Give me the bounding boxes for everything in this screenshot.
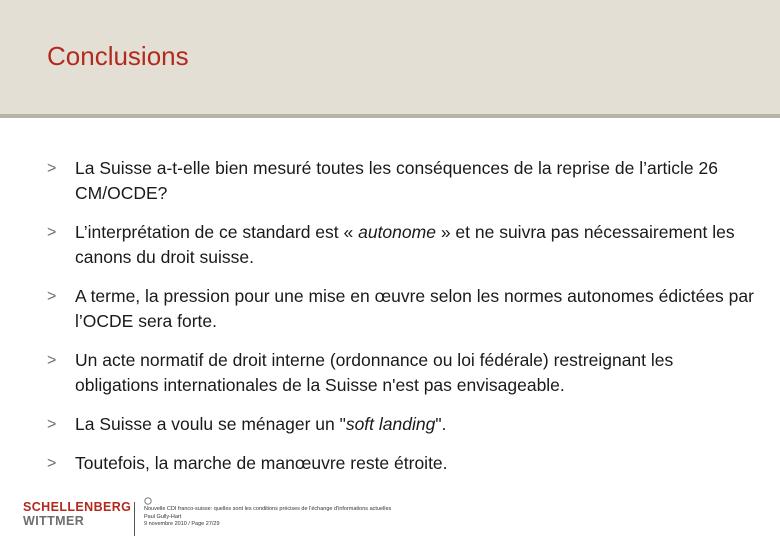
- company-logo: [23, 500, 131, 528]
- footer-text: [144, 506, 391, 529]
- logo-line-1: SCHELLENBERG: [23, 500, 132, 514]
- logo-line-2: WITTMER: [23, 514, 85, 528]
- bullet-text: L’interprétation de ce standard est «: [75, 222, 359, 242]
- bullet-text: La Suisse a voulu se ménager un ": [75, 414, 346, 434]
- bullet-marker: >: [47, 352, 57, 369]
- bullet-item: [47, 451, 757, 476]
- bullet-item: [47, 412, 757, 437]
- footer-divider: [134, 502, 135, 536]
- bullet-text: ".: [435, 414, 447, 434]
- slide-header: [0, 0, 780, 114]
- bullet-text: Un acte normatif de droit interne (ordonnance ou loi fédérale) restreignant les obligations internationales de la Suisse n'est pas envisageable.: [75, 350, 674, 395]
- bullet-marker: >: [47, 455, 57, 472]
- bullet-list: [47, 156, 757, 490]
- bullet-text: Toutefois, la marche de manœuvre reste étroite.: [75, 453, 448, 473]
- footer-date-page: 9 novembre 2010 / Page 27/29: [144, 521, 220, 527]
- bullet-item: [47, 156, 757, 206]
- bullet-marker: >: [47, 224, 57, 241]
- bullet-marker: >: [47, 288, 57, 305]
- bullet-text: La Suisse a-t-elle bien mesuré toutes les conséquences de la reprise de l’article 26 CM/OCDE?: [75, 158, 718, 203]
- bullet-text: A terme, la pression pour une mise en œuvre selon les normes autonomes édictées par l’OCDE sera forte.: [75, 286, 754, 331]
- bullet-marker: >: [47, 416, 57, 433]
- slide-title: Conclusions: [47, 41, 189, 71]
- bullet-item: [47, 220, 757, 270]
- header-divider: [0, 114, 780, 118]
- footer-author: Paul Gully-Hart: [144, 513, 182, 520]
- bullet-emphasis: soft landing: [345, 414, 436, 434]
- bullet-marker: >: [47, 160, 57, 177]
- registered-circle-icon: [144, 497, 152, 505]
- bullet-item: [47, 348, 757, 398]
- bullet-item: [47, 284, 757, 334]
- bullet-emphasis: autonome: [358, 222, 436, 242]
- footer-presentation-title: Nouvelle CDI franco-suisse: quelles sont les conditions précises de l'échange d'informations actuelles: [144, 506, 392, 512]
- bullet-text: » et ne suivra pas nécessairement les canons du droit suisse.: [75, 222, 735, 267]
